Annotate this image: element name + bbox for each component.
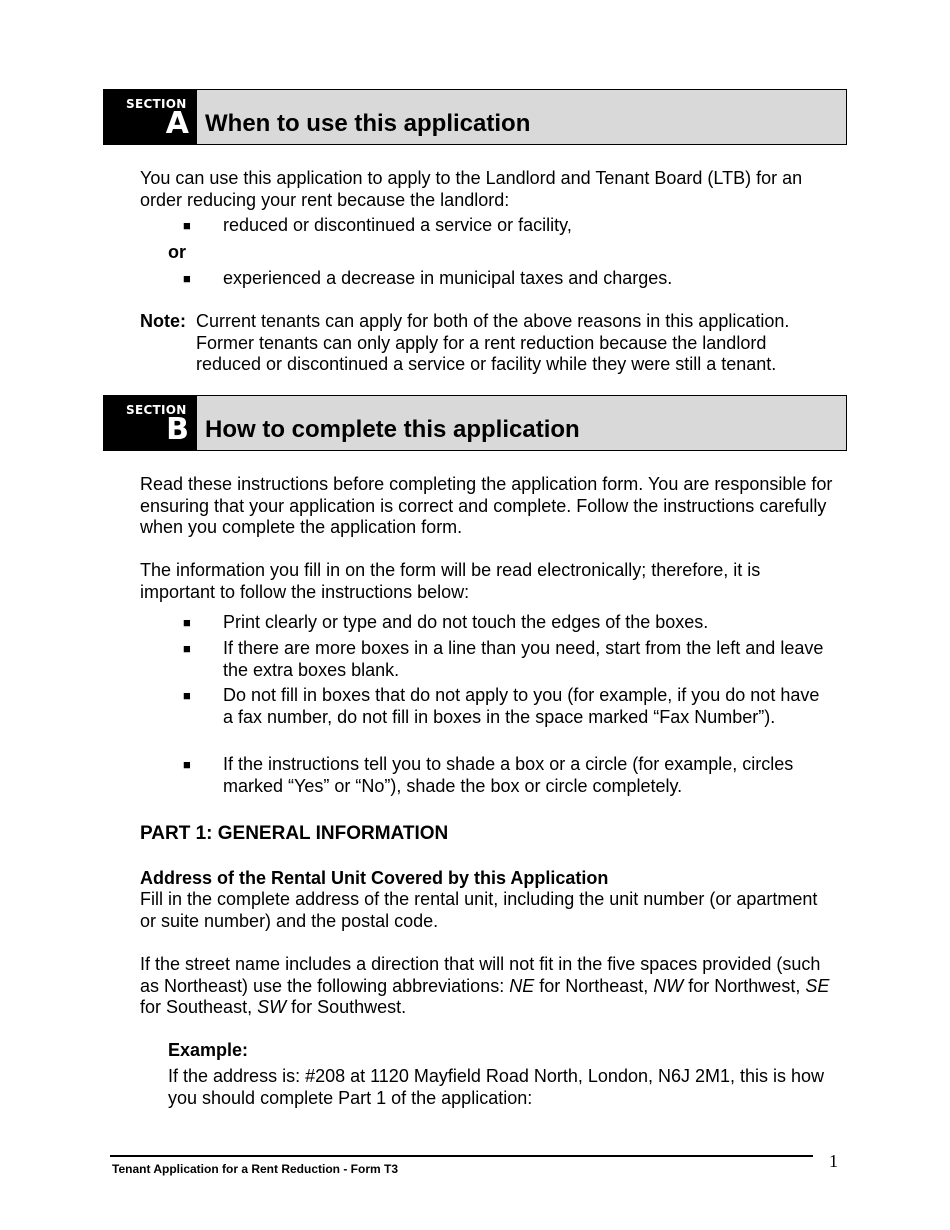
part-1-para-2-c: for Northwest, xyxy=(683,975,806,996)
section-a-header xyxy=(103,89,847,145)
abbr-sw: SW xyxy=(257,997,287,1017)
section-a-letter: A xyxy=(165,106,189,141)
note-text: Current tenants can apply for both of the above reasons in this application. Former tenants can only apply for a rent reduction because the landlord reduced or discontinued a service or facility while they were still a tenant. xyxy=(196,311,790,374)
section-a-title-bar xyxy=(197,90,846,144)
part-1-para-2-e: for Southwest. xyxy=(286,997,407,1017)
part-1-para-2-a: If the street name includes a direction that will not fit in the five spaces provided (such as Northeast) use the following abbreviations: xyxy=(140,954,821,996)
section-b-para-1: Read these instructions before completing the application form. You are responsible for ensuring that your application is correct and complete. Follow the instructions carefully when you complete the application form. xyxy=(140,474,833,537)
section-b-badge xyxy=(104,396,197,450)
abbr-ne: NE xyxy=(509,975,535,996)
part-1-para-2 xyxy=(140,954,840,1019)
footer-title: Tenant Application for a Rent Reduction - Form T3 xyxy=(112,1162,399,1176)
bullet-marker: ■ xyxy=(183,757,191,772)
section-b-title: How to complete this application xyxy=(205,416,580,443)
bullet-marker: ■ xyxy=(183,615,191,630)
section-b-para-2: The information you fill in on the form will be read electronically; therefore, it is important to follow the instructions below: xyxy=(140,560,761,602)
section-b-bullet-1: Print clearly or type and do not touch the edges of the boxes. xyxy=(223,612,709,632)
or-label: or xyxy=(168,242,186,262)
footer-rule xyxy=(110,1155,813,1157)
section-b-label: SECTION xyxy=(126,403,187,417)
page-number: 1 xyxy=(829,1151,838,1171)
bullet-marker: ■ xyxy=(183,688,191,703)
section-b-header xyxy=(103,395,847,451)
section-b-bullet-2: If there are more boxes in a line than you need, start from the left and leave the extra boxes blank. xyxy=(223,638,824,680)
part-1-para-2-b: for Northeast, xyxy=(534,975,654,996)
section-a-badge xyxy=(104,90,197,144)
example-label: Example: xyxy=(168,1040,249,1060)
abbr-se: SE xyxy=(805,975,830,996)
note-label: Note: xyxy=(140,311,186,331)
section-a-intro: You can use this application to apply to the Landlord and Tenant Board (LTB) for an order reducing your rent because the landlord: xyxy=(140,168,803,210)
bullet-marker: ■ xyxy=(183,641,191,656)
part-1-para-2-d: for Southeast, xyxy=(140,997,258,1017)
bullet-marker: ■ xyxy=(183,218,191,233)
abbr-nw: NW xyxy=(653,975,684,996)
section-a-title: When to use this application xyxy=(205,110,531,137)
section-a-label: SECTION xyxy=(126,97,187,111)
section-b-bullet-3: Do not fill in boxes that do not apply to you (for example, if you do not have a fax number, do not fill in boxes in the space marked “Fax Number”). xyxy=(223,685,820,727)
section-b-letter: B xyxy=(166,412,189,447)
section-a-bullet-2: experienced a decrease in municipal taxes and charges. xyxy=(223,268,673,288)
part-1-subheading: Address of the Rental Unit Covered by this Application xyxy=(140,868,609,888)
section-b-bullet-4: If the instructions tell you to shade a box or a circle (for example, circles marked “Yes” or “No”), shade the box or circle completely. xyxy=(223,754,794,796)
part-1-para-1: Fill in the complete address of the rental unit, including the unit number (or apartment or suite number) and the postal code. xyxy=(140,889,818,931)
section-b-title-bar xyxy=(197,396,846,450)
part-1-heading: PART 1: GENERAL INFORMATION xyxy=(140,823,449,844)
section-a-bullet-1: reduced or discontinued a service or facility, xyxy=(223,215,572,235)
bullet-marker: ■ xyxy=(183,271,191,286)
example-text: If the address is: #208 at 1120 Mayfield Road North, London, N6J 2M1, this is how you should complete Part 1 of the application: xyxy=(168,1066,825,1108)
